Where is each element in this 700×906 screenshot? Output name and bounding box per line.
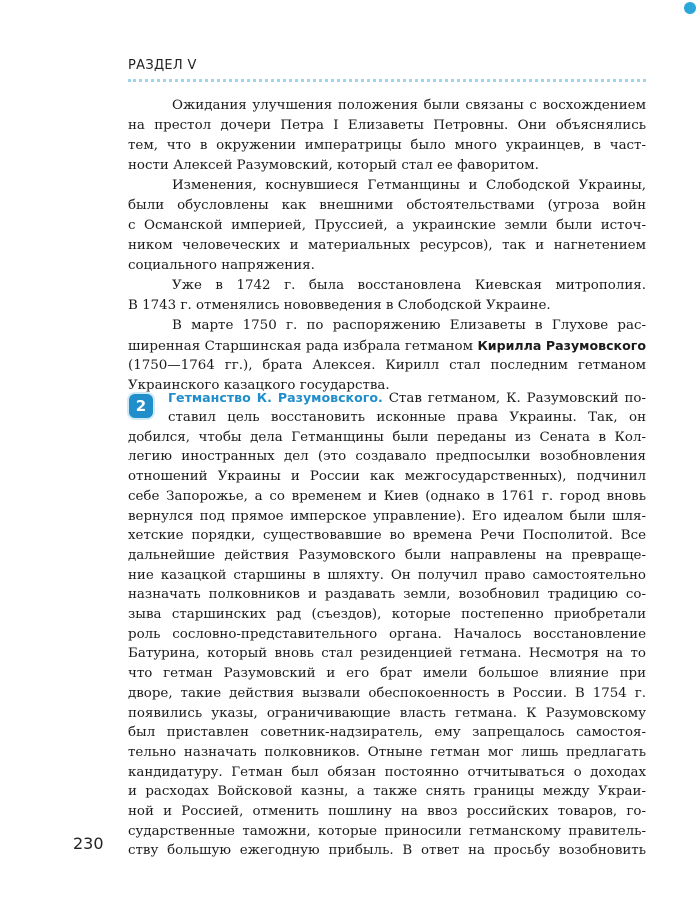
text-line: был приставлен советник-надзиратель, ему запрещалось самостоя- (128, 725, 646, 741)
text-line: Уже в 1742 г. была восстановлена Киевская митрополия. (172, 278, 646, 293)
text-line: и расходах Войсковой казны, а также снять границы между Украи- (128, 784, 646, 800)
header-divider (128, 79, 646, 84)
text-line: что гетман Разумовский и его брат имели большое влияние при (128, 666, 646, 682)
text-line: (1750—1764 гг.), брата Алексея. Кирилл стал последним гетманом (128, 358, 646, 373)
hetman-name: Кирилла Разумовского (477, 338, 646, 353)
text-line: тем, что в окружении императрицы было много украинцев, в част- (128, 138, 646, 153)
text-line: В 1743 г. отменялись нововведения в Слободской Украине. (128, 298, 551, 313)
text-line: Изменения, коснувшиеся Гетманщины и Слободской Украины, (172, 178, 646, 193)
text-line: зыва старшинских рад (съездов), которые постепенно приобретали (128, 607, 646, 622)
text-line: легию иностранных дел (это создавало предпосылки возобновления (128, 449, 646, 465)
text-line: вернулся под прямое имперское управление). Его идеалом были шля- (128, 508, 646, 524)
text-line: себе Запорожье, а со временем и Киев (однако в 1761 г. город вновь (128, 488, 646, 504)
text-line: дальнейшие действия Разумовского были направлены на превраще- (128, 547, 646, 563)
text-line: хетские порядки, существовавшие во времена Речи Посполитой. Все (128, 528, 646, 544)
section-title: Гетманство К. Разумовского. (168, 390, 383, 405)
publisher-logo-icon (684, 2, 696, 14)
text-line: сударственные таможни, которые приносили гетманскому правитель- (128, 823, 646, 839)
text-line: В марте 1750 г. по распоряжению Елизаветы в Глухове рас- (172, 318, 646, 333)
text-line: с Османской империей, Пруссией, а украинские земли были источ- (128, 218, 646, 233)
text-line: были обусловлены как внешними обстоятельствами (угроза войн (128, 198, 646, 213)
text-line (128, 336, 646, 355)
page-number: 230 (73, 834, 104, 853)
text-line: ности Алексей Разумовский, который стал ее фаворитом. (128, 158, 539, 173)
text-line: назначать полковников и раздавать земли, возобновил традицию со- (128, 587, 646, 603)
text-line: появились указы, ограничивающие власть гетмана. К Разумовскому (128, 705, 646, 721)
text-line: на престол дочери Петра I Елизаветы Петровны. Они объяснялись (128, 118, 646, 133)
section-header: РАЗДЕЛ V (128, 58, 197, 73)
text-line: роль сословно-представительного органа. Началось восстановление (128, 626, 646, 642)
text-line: ству большую ежегодную прибыль. В ответ на просьбу возобновить (128, 843, 646, 859)
text-line: дворе, такие действия вызвали обеспокоенность в России. В 1754 г. (128, 685, 646, 701)
text-line: социального напряжения. (128, 258, 315, 273)
text-line: добился, чтобы дела Гетманщины были переданы из Сената в Кол- (128, 429, 646, 445)
text-line: отношений Украины и России как межгосударственных), подчинил (128, 469, 646, 485)
text-run: ширенная Старшинская рада избрала гетманом (128, 339, 473, 354)
text-line: кандидатуру. Гетман был обязан постоянно отчитываться о доходах (128, 764, 646, 780)
text-line: Украинского казацкого государства. (128, 378, 390, 393)
text-line: ставил цель восстановить исконные права Украины. Так, он (168, 410, 646, 425)
text-line: ником человеческих и материальных ресурсов), так и нагнетением (128, 238, 646, 253)
text-run: Став гетманом, К. Разумовский по- (388, 391, 646, 406)
section-number-badge: 2 (129, 394, 153, 418)
text-line: Батурина, который вновь стал резиденцией гетмана. Несмотря на то (128, 646, 646, 662)
text-line: тельно назначать полковников. Отныне гетман мог лишь предлагать (128, 744, 646, 760)
text-line: Ожидания улучшения положения были связаны с восхождением (172, 98, 646, 113)
text-line: ной и Россией, отменить пошлину на ввоз российских товаров, го- (128, 804, 646, 819)
text-line: ние казацкой старшины в шляхту. Он получил право самостоятельно (128, 567, 646, 583)
section-first-line (168, 388, 646, 407)
